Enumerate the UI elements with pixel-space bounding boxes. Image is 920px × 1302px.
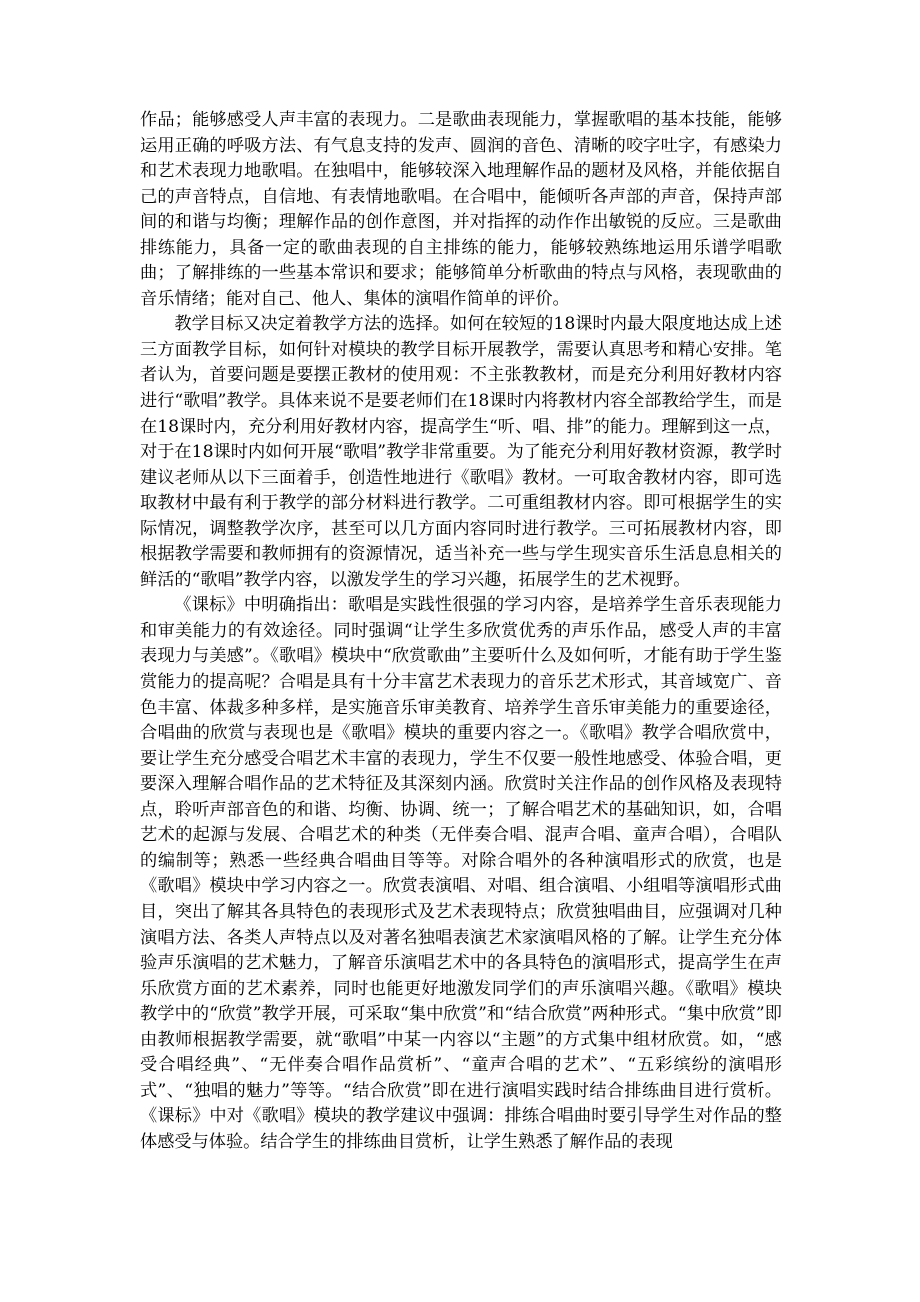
paragraph-3: 《课标》中明确指出：歌唱是实践性很强的学习内容，是培养学生音乐表现能力和审美能力的有效途径。同时强调“让学生多欣赏优秀的声乐作品，感受人声的丰富表现力与美感”。《歌唱》模块中“欣赏歌曲”主要听什么及如何听，才能有助于学生鉴赏能力的提高呢？合唱是具有十分丰富艺术表现力的音乐艺术形式，其音域宽广、音色丰富、体裁多种多样，是实施音乐审美教育、培养学生音乐审美能力的重要途径，合唱曲的欣赏与表现也是《歌唱》模块的重要内容之一。《歌唱》教学合唱欣赏中，要让学生充分感受合唱艺术丰富的表现力，学生不仅要一般性地感受、体验合唱，更要深入理解合唱作品的艺术特征及其深刻内涵。欣赏时关注作品的创作风格及表现特点，聆听声部音色的和谐、均衡、协调、统一；了解合唱艺术的基础知识，如，合唱艺术的起源与发展、合唱艺术的种类（无伴奏合唱、混声合唱、童声合唱），合唱队的编制等；熟悉一些经典合唱曲目等等。对除合唱外的各种演唱形式的欣赏，也是《歌唱》模块中学习内容之一。欣赏表演唱、对唱、组合演唱、小组唱等演唱形式曲目，突出了解其各具特色的表现形式及艺术表现特点；欣赏独唱曲目，应强调对几种演唱方法、各类人声特点以及对著名独唱表演艺术家演唱风格的了解。让学生充分体验声乐演唱的艺术魅力，了解音乐演唱艺术中的各具特色的演唱形式，提高学生在声乐欣赏方面的艺术素养，同时也能更好地激发同学们的声乐演唱兴趣。《歌唱》模块教学中的“欣赏”教学开展，可采取“集中欣赏”和“结合欣赏”两种形式。“集中欣赏”即由教师根据教学需要，就“歌唱”中某一内容以“主题”的方式集中组材欣赏。如，“感受合唱经典”、“无伴奏合唱作品赏析”、“童声合唱的艺术”、“五彩缤纷的演唱形式”、“独唱的魅力”等等。“结合欣赏”即在进行演唱实践时结合排练曲目进行赏析。《课标》中对《歌唱》模块的教学建议中强调：排练合唱曲时要引导学生对作品的整体感受与体验。结合学生的排练曲目赏析，让学生熟悉了解作品的表现 (140, 595, 782, 1152)
paragraph-1: 作品；能够感受人声丰富的表现力。二是歌曲表现能力，掌握歌唱的基本技能，能够运用正确的呼吸方法、有气息支持的发声、圆润的音色、清晰的咬字吐字，有感染力和艺术表现力地歌唱。在独唱中，能够较深入地理解作品的题材及风格，并能依据自己的声音特点，自信地、有表情地歌唱。在合唱中，能倾听各声部的声音，保持声部间的和谐与均衡；理解作品的创作意图，并对指挥的动作作出敏锐的反应。三是歌曲排练能力，具备一定的歌曲表现的自主排练的能力，能够较熟练地运用乐谱学唱歌曲；了解排练的一些基本常识和要求；能够简单分析歌曲的特点与风格，表现歌曲的音乐情绪；能对自己、他人、集体的演唱作简单的评价。 (140, 110, 782, 309)
paragraph-2: 教学目标又决定着教学方法的选择。如何在较短的18课时内最大限度地达成上述三方面教学目标，如何针对模块的教学目标开展教学，需要认真思考和精心安排。笔者认为，首要问题是要摆正教材的使用观：不主张教教材，而是充分利用好教材内容进行“歌唱”教学。具体来说不是要老师们在18课时内将教材内容全部教给学生，而是在18课时内，充分利用好教材内容，提高学生“听、唱、排”的能力。理解到这一点，对于在18课时内如何开展“歌唱”教学非常重要。为了能充分利用好教材资源，教学时建议老师从以下三面着手，创造性地进行《歌唱》教材。一可取舍教材内容，即可选取教材中最有利于教学的部分材料进行教学。二可重组教材内容。即可根据学生的实际情况，调整教学次序，甚至可以几方面内容同时进行教学。三可拓展教材内容，即根据教学需要和教师拥有的资源情况，适当补充一些与学生现实音乐生活息息相关的鲜活的“歌唱”教学内容，以激发学生的学习兴趣，拓展学生的艺术视野。 (140, 314, 782, 590)
document-page (140, 108, 782, 1155)
